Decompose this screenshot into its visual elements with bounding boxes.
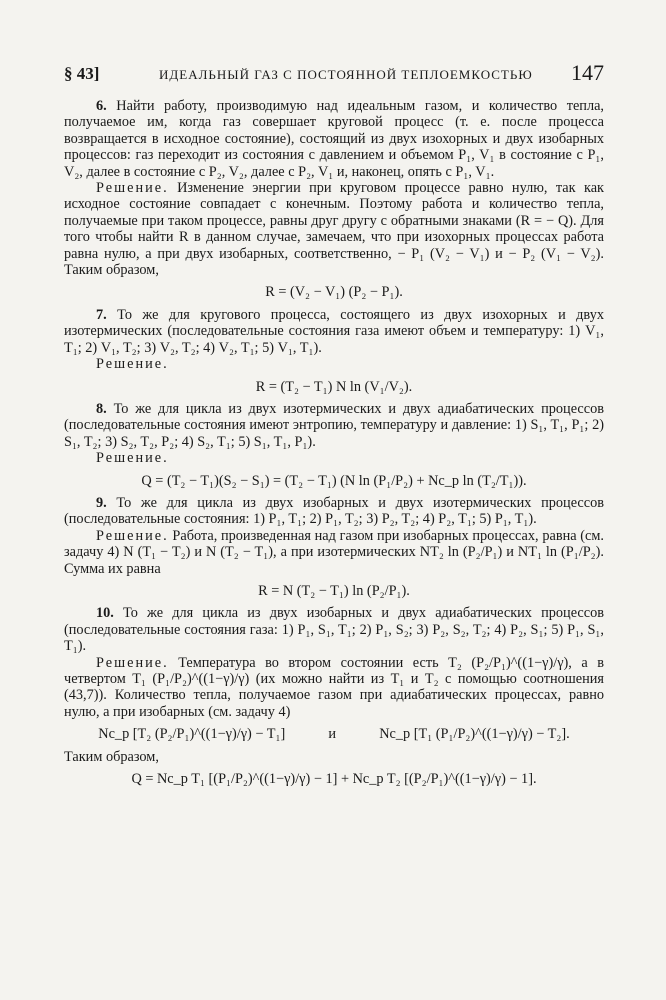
problem-text: Найти работу, производимую над идеальным газом, и количество тепла, получаемое им, когда газ совершает круговой процесс (т. е. после процесса возвращается в исходное состояние), состоящий из двух изохорных и двух изобарных процессов: газ переходит из состояния с давлением и объемом P₁, V₁ в состояние с P₁, V₂, далее в состояние с P₂, V₂, далее с P₂, V₁ и, наконец, опять с P₁, V₁. — [64, 98, 604, 180]
page-number: 147 — [571, 60, 604, 85]
problem-8-solution — [64, 450, 604, 466]
problem-8-statement — [64, 401, 604, 450]
problem-9-formula: R = N (T₂ − T₁) ln (P₂/P₁). — [258, 582, 410, 599]
solution-label: Решение. — [96, 527, 169, 544]
problem-number: 9. — [96, 494, 107, 511]
solution-text: Изменение энергии при круговом процессе равно нулю, так как исходное состояние совпадает с конечным. Поэтому работа и количество тепла, получаемые при таком процессе, равны друг другу с обратными знаками (R = − Q). Для того чтобы найти R в данном случае, замечаем, что при изохорных процессах работа равна нулю, а при двух изобарных, соответственно, − P₁ (V₂ − V₁) и − P₂ (V₁ − V₂). Таким образом, — [64, 180, 604, 279]
problem-6-solution — [64, 180, 604, 278]
problem-text: То же для цикла из двух изотермических и двух адиабатических процессов (последовательные состояния имеют энтропию, температуру и давление: 1) S₁, T₁, P₁; 2) S₁, T₂; 3) S₂, T₂, P₂; 4) S₂, T₁; 5) S₁, T₁, P₁). — [64, 400, 604, 450]
problem-9-statement — [64, 495, 604, 528]
solution-label: Решение. — [96, 356, 169, 373]
solution-text: Температура во втором состоянии есть T₂ (P₂/P₁)^((1−γ)/γ), а в четвертом T₁ (P₁/P₂)^((1−γ)/γ) (их можно найти из T₁ и T₂ с помощью соотношения (43,7)). Количество тепла, получаемое газом при адиабатических процессах, равно нулю, а при изобарных (см. задачу 4) — [64, 654, 604, 720]
problem-7-statement — [64, 307, 604, 356]
section-number: § 43] — [64, 64, 100, 83]
problem-7-solution — [64, 356, 604, 372]
problem-10-formula-pair — [64, 726, 604, 742]
problem-number: 7. — [96, 306, 107, 323]
running-title: ИДЕАЛЬНЫЙ ГАЗ С ПОСТОЯННОЙ ТЕПЛОЕМКОСТЬЮ — [159, 67, 533, 82]
problem-10-tail: Таким образом, — [64, 748, 159, 765]
problem-6-formula: R = (V₂ − V₁) (P₂ − P₁). — [265, 284, 403, 301]
solution-text: Работа, произведенная над газом при изобарных процессах, равна (см. задачу 4) N (T₁ − T₂) и N (T₂ − T₁), а при изотермических NT₂ ln (P₂/P₁) и NT₁ ln (P₁/P₂). Сумма их равна — [64, 527, 605, 577]
problem-text: То же для цикла из двух изобарных и двух адиабатических процессов (последовательные состояния газа: 1) P₁, S₁, T₁; 2) P₁, S₂; 3) P₂, S₂, T₂; 4) P₂, S₁; 5) P₁, S₁, T₁). — [64, 605, 605, 655]
solution-label: Решение. — [96, 654, 169, 671]
solution-label: Решение. — [96, 450, 169, 467]
solution-label: Решение. — [96, 180, 169, 197]
problem-number: 8. — [96, 400, 107, 417]
running-header — [64, 60, 604, 90]
formula-a: Nc_p [T₂ (P₂/P₁)^((1−γ)/γ) − T₁] — [98, 726, 286, 743]
problem-10-solution — [64, 655, 604, 721]
page-body — [64, 98, 604, 793]
problem-10-final-formula: Q = Nc_p T₁ [(P₁/P₂)^((1−γ)/γ) − 1] + Nc_p T₂ [(P₂/P₁)^((1−γ)/γ) − 1]. — [131, 771, 537, 788]
problem-text: То же для кругового процесса, состоящего из двух изохорных и двух изотермических (последовательные состояния газа имеют объем и температуру: 1) V₁, T₁; 2) V₁, T₂; 3) V₂, T₂; 4) V₂, T₁; 5) V₁, T₁). — [64, 306, 604, 356]
problem-number: 10. — [96, 605, 114, 622]
formula-b: Nc_p [T₁ (P₁/P₂)^((1−γ)/γ) − T₂]. — [379, 726, 570, 743]
formula-conjunction: и — [328, 726, 337, 743]
problem-text: То же для цикла из двух изобарных и двух изотермических процессов (последовательные состояния: 1) P₁, T₁; 2) P₁, T₂; 3) P₂, T₂; 4) P₂, T₁; 5) P₁, T₁). — [64, 494, 604, 528]
problem-6-statement — [64, 98, 604, 180]
problem-10-statement — [64, 605, 604, 654]
problem-9-solution — [64, 528, 604, 577]
problem-7-formula: R = (T₂ − T₁) N ln (V₁/V₂). — [255, 378, 413, 395]
problem-8-formula: Q = (T₂ − T₁)(S₂ − S₁) = (T₂ − T₁) (N ln (P₁/P₂) + Nc_p ln (T₂/T₁)). — [141, 472, 527, 489]
problem-number: 6. — [96, 98, 107, 114]
